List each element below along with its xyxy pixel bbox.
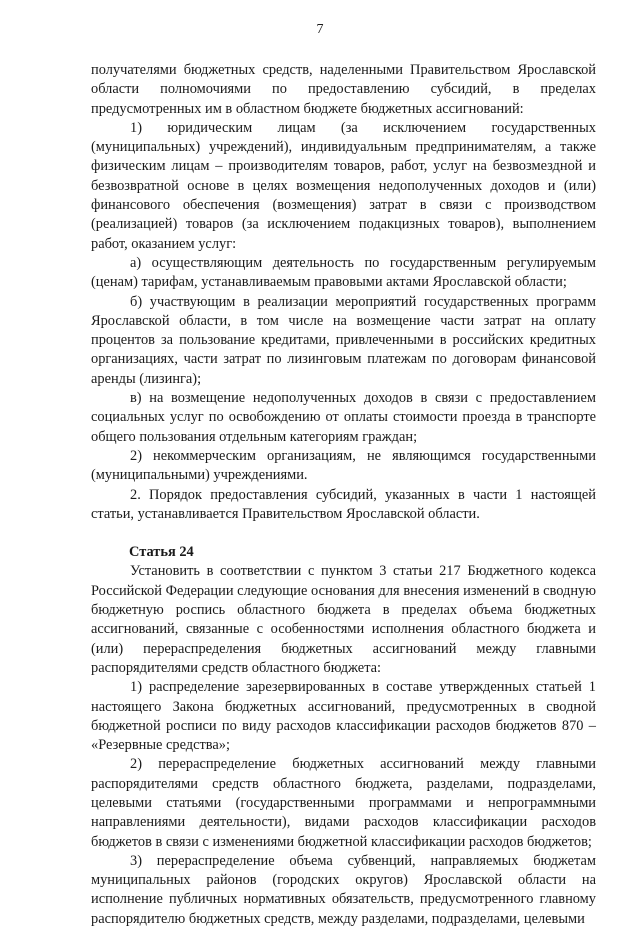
paragraph-subitem-b: б) участвующим в реализации мероприятий государственных программ Ярославской области, в том числе на возмещение части затрат на оплату процентов за пользование кредитами, привлеченными в российских кредитных организациях, части затрат по лизинговым платежам по договорам финансовой аренды (лизинга); [91, 293, 596, 387]
document-body [91, 61, 596, 929]
paragraph-continuation: получателями бюджетных средств, наделенными Правительством Ярославской области полномочиями по предоставлению субсидий, в пределах предусмотренных им в областном бюджете бюджетных ассигнований: [91, 62, 596, 117]
page-number: 7 [316, 22, 324, 37]
paragraph-item-2: 2) некоммерческим организациям, не являющимся государственными (муниципальными) учреждениями. [91, 447, 596, 484]
paragraph-part-2: 2. Порядок предоставления субсидий, указанных в части 1 настоящей статьи, устанавливается Правительством Ярославской области. [91, 486, 596, 522]
article-intro-paragraph: Установить в соответствии с пунктом 3 статьи 217 Бюджетного кодекса Российской Федерации следующие основания для внесения изменений в сводную бюджетную роспись областного бюджета в пределах объема бюджетных ассигнований, связанные с особенностями исполнения областного бюджета и (или) перераспределения бюджетных ассигнований между главными распорядителями средств областного бюджета: [91, 563, 596, 676]
paragraph-subitem-a: а) осуществляющим деятельность по государственным регулируемым (ценам) тарифам, устанавливаемым правовыми актами Ярославской области; [91, 254, 596, 291]
paragraph-item-1: 1) юридическим лицам (за исключением государственных (муниципальных) учреждений), индивидуальным предпринимателям, а также физическим лицам – производителям товаров, работ, услуг на безвозмездной и безвозвратной основе в целях возмещения недополученных доходов и (или) финансового обеспечения (возмещения) затрат в связи с производством (реализацией) товаров (за исключением подакцизных товаров), выполнением работ, оказанием услуг: [91, 119, 596, 252]
article-item-1: 1) распределение зарезервированных в составе утвержденных статьей 1 настоящего Закона бюджетных ассигнований, предусмотренных в сводной бюджетной росписи по виду расходов классификации расходов бюджетов 870 – «Резервные средства»; [91, 679, 596, 754]
article-item-3: 3) перераспределение объема субвенций, направляемых бюджетам муниципальных районов (городских округов) Ярославской области на исполнение публичных нормативных обязательств, предусмотренного главному распорядителю бюджетных средств, между разделами, подразделами, целевыми [91, 852, 596, 927]
article-item-2: 2) перераспределение бюджетных ассигнований между главными распорядителями средств областного бюджета, разделами, подразделами, целевыми статьями (государственными программами и непрограммными направлениями деятельности), видами расходов классификации расходов бюджетов в связи с изменениями бюджетной классификации расходов бюджетов; [91, 756, 596, 850]
paragraph-subitem-v: в) на возмещение недополученных доходов в связи с предоставлением социальных услуг по освобождению от оплаты стоимости проезда в транспорте общего пользования отдельным категориям граждан; [91, 390, 596, 445]
article-heading: Статья 24 [129, 544, 194, 561]
